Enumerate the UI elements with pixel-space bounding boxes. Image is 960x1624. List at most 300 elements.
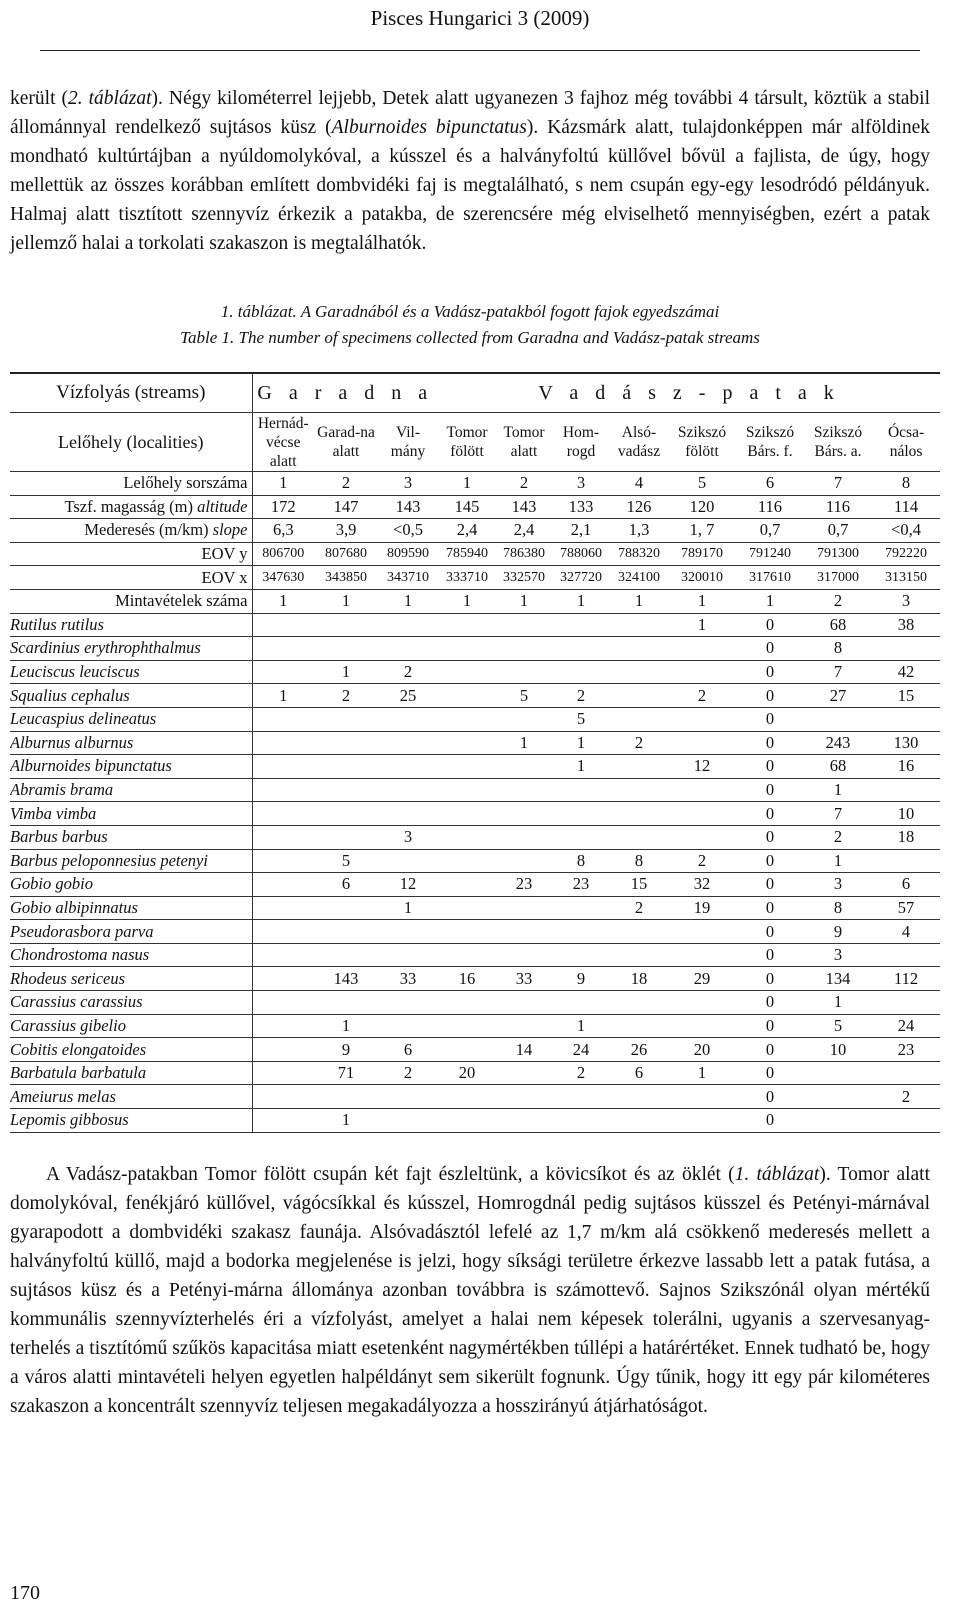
table-cell: 143 <box>496 495 552 519</box>
paragraph-1-text-b: ). Négy kilométerrel lejjebb, Detek alatt ugyanezen 3 fajhoz még további 4 társult, köztük a stabil állománnyal rendelkező sujtásos küsz ( <box>10 88 930 138</box>
row-label-english: slope <box>212 520 248 540</box>
table-cell: 324100 <box>610 566 668 590</box>
table-cell: 1 <box>736 589 804 613</box>
table-cell: 15 <box>872 684 940 708</box>
table-cell: 2 <box>872 1085 940 1109</box>
table-cell: 0 <box>736 778 804 802</box>
table-cell: 2,4 <box>496 519 552 543</box>
row-label-text: Mintavételek száma <box>115 591 248 611</box>
table-cell: 4 <box>872 920 940 944</box>
table-cell: 8 <box>804 637 872 661</box>
table-cell: 1 <box>804 849 872 873</box>
species-name: Ameiurus melas <box>10 1085 252 1109</box>
table-cell <box>496 1061 552 1085</box>
table-cell: 1 <box>552 755 610 779</box>
table-cell: 8 <box>552 849 610 873</box>
table-cell: 1 <box>438 589 496 613</box>
locality-header: Ócsa-nálos <box>872 413 940 472</box>
species-row <box>10 896 940 920</box>
table-cell <box>378 849 438 873</box>
table-cell <box>438 778 496 802</box>
table-cell: 5 <box>804 1014 872 1038</box>
table-cell <box>496 920 552 944</box>
table-cell <box>496 707 552 731</box>
species-row <box>10 731 940 755</box>
table-cell <box>668 731 736 755</box>
table-cell <box>314 1085 378 1109</box>
species-row <box>10 1061 940 1085</box>
table-cell <box>438 613 496 637</box>
table-cell: 6 <box>314 873 378 897</box>
species-row <box>10 707 940 731</box>
table-row <box>10 566 940 590</box>
table-cell: 33 <box>378 967 438 991</box>
table-cell <box>252 707 314 731</box>
table-cell <box>314 920 378 944</box>
table-cell: 0 <box>736 637 804 661</box>
species-name: Pseudorasbora parva <box>10 920 252 944</box>
table-cell: 9 <box>314 1038 378 1062</box>
table-cell: 2 <box>378 660 438 684</box>
table-row <box>10 589 940 613</box>
table-cell <box>610 778 668 802</box>
table-cell: 23 <box>552 873 610 897</box>
table-cell: 3 <box>378 825 438 849</box>
row-label-text: EOV x <box>201 567 248 587</box>
table-cell: 2 <box>314 472 378 496</box>
table-cell <box>438 731 496 755</box>
table-cell <box>438 637 496 661</box>
table-cell: 2 <box>804 589 872 613</box>
table-cell <box>378 1109 438 1133</box>
table-cell: 8 <box>804 896 872 920</box>
table-cell: 0 <box>736 943 804 967</box>
table-cell <box>552 778 610 802</box>
table-cell <box>252 920 314 944</box>
table-cell <box>668 637 736 661</box>
table-cell: 1 <box>496 731 552 755</box>
table-cell: 0,7 <box>804 519 872 543</box>
table-cell: 0 <box>736 660 804 684</box>
table-cell: 0 <box>736 1085 804 1109</box>
table-cell: 1 <box>438 472 496 496</box>
table-cell <box>496 1085 552 1109</box>
table-cell <box>496 660 552 684</box>
table-cell <box>378 920 438 944</box>
fish-table <box>10 372 940 1133</box>
species-row <box>10 1109 940 1133</box>
species-name: Carassius gibelio <box>10 1014 252 1038</box>
table-cell <box>496 755 552 779</box>
locality-header: Tomor alatt <box>496 413 552 472</box>
table-cell <box>314 802 378 826</box>
table-cell: 0,7 <box>736 519 804 543</box>
table-cell: 7 <box>804 472 872 496</box>
table-cell: 1 <box>668 589 736 613</box>
species-row <box>10 967 940 991</box>
table-cell: 32 <box>668 873 736 897</box>
table-cell: 1 <box>252 589 314 613</box>
table-cell: 19 <box>668 896 736 920</box>
table-cell <box>552 943 610 967</box>
table-cell: 3 <box>552 472 610 496</box>
table-cell: 1 <box>804 778 872 802</box>
table-cell <box>610 660 668 684</box>
table-cell <box>378 731 438 755</box>
table-cell <box>872 1109 940 1133</box>
table-cell <box>496 849 552 873</box>
locality-header: Tomor fölött <box>438 413 496 472</box>
table-cell <box>804 1109 872 1133</box>
table-cell <box>252 637 314 661</box>
table-cell <box>552 613 610 637</box>
paragraph-1-text-a: került ( <box>10 88 68 109</box>
table-cell: 38 <box>872 613 940 637</box>
table-cell: 68 <box>804 755 872 779</box>
table-cell <box>378 637 438 661</box>
table-cell: 5 <box>496 684 552 708</box>
table-cell <box>610 1085 668 1109</box>
species-name: Gobio gobio <box>10 873 252 897</box>
table-cell <box>496 1109 552 1133</box>
table-cell <box>438 991 496 1015</box>
table-caption-english: Table 1. The number of specimens collected from Garadna and Vadász-patak streams <box>180 328 760 347</box>
table-cell: 0 <box>736 613 804 637</box>
table-cell: 2 <box>804 825 872 849</box>
table-cell: 791240 <box>736 542 804 566</box>
table-cell: 24 <box>872 1014 940 1038</box>
species-name: Leuciscus leuciscus <box>10 660 252 684</box>
table-cell: 343710 <box>378 566 438 590</box>
table-cell <box>314 637 378 661</box>
table-cell: 116 <box>736 495 804 519</box>
table-cell: 6,3 <box>252 519 314 543</box>
table-cell <box>438 1085 496 1109</box>
table-cell: 1,3 <box>610 519 668 543</box>
table-cell: 343850 <box>314 566 378 590</box>
table-cell <box>610 943 668 967</box>
species-name: Alburnoides bipunctatus <box>10 755 252 779</box>
table-cell <box>314 755 378 779</box>
table-cell <box>668 825 736 849</box>
table-cell: 1 <box>378 589 438 613</box>
table-cell: 4 <box>610 472 668 496</box>
table-cell: 333710 <box>438 566 496 590</box>
table-cell: 9 <box>804 920 872 944</box>
table-cell: 172 <box>252 495 314 519</box>
species-name: Carassius carassius <box>10 991 252 1015</box>
species-table <box>10 372 940 1133</box>
table-cell <box>252 896 314 920</box>
locality-header: Vil-mány <box>378 413 438 472</box>
table-cell <box>872 943 940 967</box>
species-row <box>10 943 940 967</box>
paragraph-2-text-b: ). Tomor alatt domolykóval, fenékjáró küllővel, vágócsíkkal és kússzel, Homrogdnál pedig sujtásos küsszel és Petényi-márnával gyarapodott a dombvidéki szakasz faunája. Alsóvadásztól lefelé az 1,7 m/km alá csökkenő mederesés mellett a halványfoltú küllő, majd a bodorka megjelenése is jelzi, hogy síksági területre érkezve lassabb lett a patak futása, a sujtásos küsz és a Petényi-márna állománya azonban továbbra is számottevő. Sajnos Szikszónál olyan mértékű kommunális szennyvízterhelés éri a vízfolyást, amelyet a halai nem képesek tolerálni, ugyanis a szervesanyag-terhelés a tisztítómű szűkös kapacitása miatt esetenként nagymértékben túllépi a határértéket. Ennek tudható be, hogy a város alatti mintavételi helyen egyetlen halpéldányt sem sikerült fognunk. Úgy tűnik, hogy itt egy pár kilométeres szakaszon a koncentrált szennyvíz teljesen megakadályozza a hosszirányú átjárhatóságot. <box>10 1164 931 1417</box>
row-label <box>10 495 252 519</box>
table-cell <box>668 1109 736 1133</box>
species-row <box>10 991 940 1015</box>
table-cell: 6 <box>610 1061 668 1085</box>
table-cell: 2 <box>552 684 610 708</box>
table-cell <box>872 707 940 731</box>
table-cell: 320010 <box>668 566 736 590</box>
species-name: Barbus peloponnesius petenyi <box>10 849 252 873</box>
table-cell <box>610 1109 668 1133</box>
locality-header: Szikszó Bárs. a. <box>804 413 872 472</box>
table-cell <box>804 707 872 731</box>
table-cell <box>552 802 610 826</box>
table-cell <box>552 896 610 920</box>
table-cell <box>668 778 736 802</box>
table-cell <box>252 1061 314 1085</box>
table-cell: 23 <box>872 1038 940 1062</box>
table-cell <box>610 920 668 944</box>
table-cell: 1 <box>668 1061 736 1085</box>
table-cell: 1 <box>314 660 378 684</box>
table-cell: 2 <box>552 1061 610 1085</box>
species-row <box>10 873 940 897</box>
species-name: Alburnus alburnus <box>10 731 252 755</box>
species-name: Squalius cephalus <box>10 684 252 708</box>
table-cell <box>252 1038 314 1062</box>
table-cell <box>552 920 610 944</box>
species-row <box>10 1014 940 1038</box>
table-cell <box>552 660 610 684</box>
species-row <box>10 802 940 826</box>
table-cell: 33 <box>496 967 552 991</box>
table-cell <box>438 849 496 873</box>
table-cell: 2 <box>314 684 378 708</box>
locality-header: Alsó-vadász <box>610 413 668 472</box>
table-cell: 1 <box>610 589 668 613</box>
table-cell: 2 <box>496 472 552 496</box>
table-body <box>10 373 940 1132</box>
species-name: Alburnoides bipunctatus <box>331 117 527 138</box>
table-cell: 806700 <box>252 542 314 566</box>
table-cell: 2,4 <box>438 519 496 543</box>
table-cell <box>610 613 668 637</box>
species-row <box>10 778 940 802</box>
table-cell: 5 <box>552 707 610 731</box>
table-cell: 116 <box>804 495 872 519</box>
table-cell: 7 <box>804 660 872 684</box>
table-cell: 12 <box>668 755 736 779</box>
table-cell: 1 <box>252 684 314 708</box>
table-cell: 25 <box>378 684 438 708</box>
table-cell <box>378 707 438 731</box>
table-cell: 24 <box>552 1038 610 1062</box>
table-cell <box>438 1014 496 1038</box>
table-cell <box>872 991 940 1015</box>
species-name: Vimba vimba <box>10 802 252 826</box>
table-cell <box>252 1109 314 1133</box>
table-row <box>10 495 940 519</box>
stream-garadna: G a r a d n a <box>252 373 438 413</box>
table-cell <box>252 873 314 897</box>
table-cell: 143 <box>378 495 438 519</box>
table-cell <box>438 660 496 684</box>
table-cell: 1 <box>496 589 552 613</box>
table-cell: 807680 <box>314 542 378 566</box>
running-head: Pisces Hungarici 3 (2009) <box>370 6 590 30</box>
table-cell: 3,9 <box>314 519 378 543</box>
table-cell: 2 <box>378 1061 438 1085</box>
locality-label: Lelőhely (localities) <box>10 413 252 472</box>
table-cell: 1 <box>314 589 378 613</box>
table-cell <box>378 613 438 637</box>
table-cell: 1 <box>804 991 872 1015</box>
table-cell: 112 <box>872 967 940 991</box>
table-cell <box>378 802 438 826</box>
species-row <box>10 684 940 708</box>
page-number: 170 <box>10 1582 40 1604</box>
table-cell <box>252 825 314 849</box>
table-cell: 0 <box>736 849 804 873</box>
table-cell: 133 <box>552 495 610 519</box>
table-cell: 27 <box>804 684 872 708</box>
row-label-text: Mederesés (m/km) <box>84 520 213 540</box>
table-cell: 8 <box>610 849 668 873</box>
table-cell <box>496 802 552 826</box>
table-cell: 16 <box>872 755 940 779</box>
table-cell: 68 <box>804 613 872 637</box>
table-cell <box>552 1085 610 1109</box>
species-row <box>10 825 940 849</box>
table-cell: 0 <box>736 873 804 897</box>
header-rule <box>40 50 920 51</box>
table-cell <box>252 1014 314 1038</box>
table-cell <box>804 1061 872 1085</box>
table-cell: 786380 <box>496 542 552 566</box>
table-cell: 0 <box>736 1038 804 1062</box>
table-cell: 2,1 <box>552 519 610 543</box>
species-name: Barbatula barbatula <box>10 1061 252 1085</box>
table-cell <box>552 637 610 661</box>
table-cell <box>252 849 314 873</box>
table-cell: 57 <box>872 896 940 920</box>
table-cell <box>668 802 736 826</box>
table-cell: 789170 <box>668 542 736 566</box>
table-cell: 317610 <box>736 566 804 590</box>
table-cell <box>668 660 736 684</box>
table-cell: 6 <box>736 472 804 496</box>
table-cell: 791300 <box>804 542 872 566</box>
table-cell: 313150 <box>872 566 940 590</box>
row-label <box>10 566 252 590</box>
table-reference: 2. táblázat <box>68 88 152 109</box>
table-cell <box>438 920 496 944</box>
table-cell: 1 <box>314 1014 378 1038</box>
table-cell <box>314 613 378 637</box>
table-cell: 3 <box>872 589 940 613</box>
table-cell: 317000 <box>804 566 872 590</box>
table-cell <box>252 613 314 637</box>
table-cell: 26 <box>610 1038 668 1062</box>
paragraph-1-text-c: ). Kázsmárk alatt, tulajdonképpen már alföldinek mondható kultúrtájban a nyúldomolykóval, a kússzel és a halványfoltú küllővel bővül a fajlista, de úgy, hogy mellettük az összes korábban említett dombvidéki faj is megtalálható, s nem csupán egy-egy lesodródó példányuk. Halmaj alatt tisztított szennyvíz érkezik a patakba, de szerencsére még elviselhető mennyiségben, ezért a patak jellemző halai a torkolati szakaszon is megtalálhatók. <box>10 117 931 254</box>
table-cell: <0,5 <box>378 519 438 543</box>
table-cell <box>552 991 610 1015</box>
locality-header: Hom-rogd <box>552 413 610 472</box>
table-cell: 3 <box>804 943 872 967</box>
table-cell: 120 <box>668 495 736 519</box>
species-row <box>10 920 940 944</box>
table-cell: 3 <box>378 472 438 496</box>
locality-header-row <box>10 413 940 472</box>
table-cell <box>872 637 940 661</box>
table-cell: 23 <box>496 873 552 897</box>
table-cell: 5 <box>668 472 736 496</box>
table-cell <box>496 825 552 849</box>
species-name: Lepomis gibbosus <box>10 1109 252 1133</box>
row-label <box>10 542 252 566</box>
table-cell <box>552 825 610 849</box>
species-row <box>10 1038 940 1062</box>
table-cell: 7 <box>804 802 872 826</box>
table-cell: 2 <box>668 684 736 708</box>
table-cell <box>610 707 668 731</box>
table-row <box>10 542 940 566</box>
table-cell: 1 <box>314 1109 378 1133</box>
species-name: Barbus barbus <box>10 825 252 849</box>
table-cell: 6 <box>872 873 940 897</box>
row-label-text: Lelőhely sorszáma <box>123 473 248 493</box>
table-cell: 2 <box>610 896 668 920</box>
table-cell: 20 <box>668 1038 736 1062</box>
table-cell: 1 <box>378 896 438 920</box>
table-cell <box>610 755 668 779</box>
table-cell: 18 <box>610 967 668 991</box>
table-cell <box>314 991 378 1015</box>
table-cell <box>252 943 314 967</box>
table-cell: 0 <box>736 991 804 1015</box>
table-cell <box>872 778 940 802</box>
table-cell <box>496 896 552 920</box>
table-cell <box>314 707 378 731</box>
table-cell: 3 <box>804 873 872 897</box>
table-cell <box>314 825 378 849</box>
table-cell <box>668 707 736 731</box>
table-cell: 347630 <box>252 566 314 590</box>
table-cell <box>252 802 314 826</box>
table-cell: 0 <box>736 896 804 920</box>
table-cell: 0 <box>736 1109 804 1133</box>
table-cell <box>872 849 940 873</box>
table-cell <box>252 731 314 755</box>
table-cell <box>252 991 314 1015</box>
table-cell: 15 <box>610 873 668 897</box>
table-cell <box>438 873 496 897</box>
table-cell <box>314 731 378 755</box>
table-cell <box>314 943 378 967</box>
table-cell <box>252 778 314 802</box>
table-cell <box>496 613 552 637</box>
locality-header: Szikszó fölött <box>668 413 736 472</box>
species-name: Gobio albipinnatus <box>10 896 252 920</box>
species-name: Rutilus rutilus <box>10 613 252 637</box>
table-cell <box>610 991 668 1015</box>
table-cell <box>438 755 496 779</box>
table-cell <box>552 1109 610 1133</box>
table-cell: 8 <box>872 472 940 496</box>
table-cell: 18 <box>872 825 940 849</box>
stream-header-row <box>10 373 940 413</box>
table-cell <box>438 802 496 826</box>
table-cell <box>804 1085 872 1109</box>
table-cell: 145 <box>438 495 496 519</box>
table-cell: 0 <box>736 755 804 779</box>
table-cell <box>610 684 668 708</box>
paragraph-2-text-a: A Vadász-patakban Tomor fölött csupán két fajt észleltünk, a kövicsíkot és az öklét ( <box>45 1164 735 1185</box>
